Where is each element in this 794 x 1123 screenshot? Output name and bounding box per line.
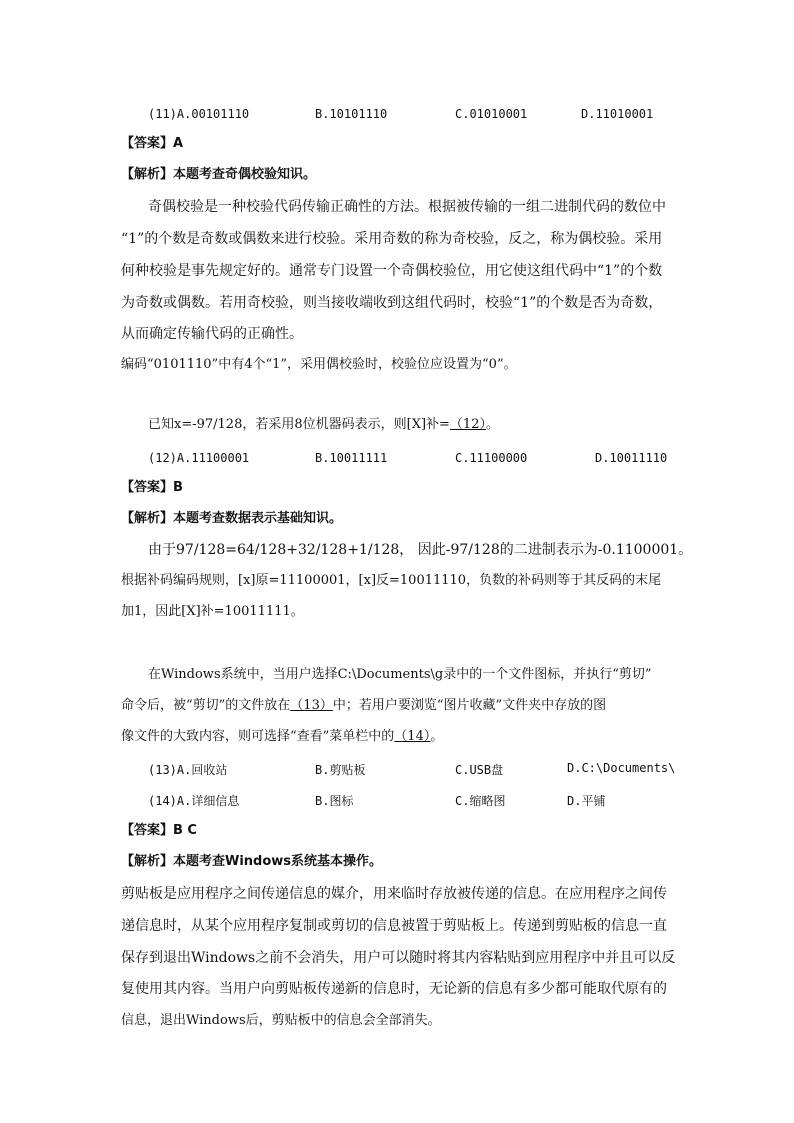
question-13-stem-line1: 在Windows系统中，当用户选择C:\Documents\g录中的一个文件图标，并执行“剪切” [148, 667, 652, 682]
option-b: B.图标 [315, 794, 354, 808]
option-d: D.平铺 [567, 794, 606, 808]
option-c: C.11100000 [455, 451, 528, 465]
stem-text: 中；若用户要浏览“图片收藏”文件夹中存放的图 [332, 698, 607, 713]
option-d: D.10011110 [595, 451, 668, 465]
analysis-line: 信息，退出Windows后，剪贴板中的信息会全部消失。 [121, 1013, 441, 1028]
stem-text: 像文件的大致内容，则可选择“查看”菜单栏中的 [121, 729, 395, 744]
stem-text: 已知x=-97/128，若采用8位机器码表示，则[X]补= [148, 417, 450, 432]
question-13-stem-line3 [121, 729, 443, 745]
analysis-line: 剪贴板是应用程序之间传递信息的媒介，用来临时存放被传递的信息。在应用程序之间传 [121, 886, 667, 902]
analysis-line: “1”的个数是奇数或偶数来进行校验。采用奇数的称为奇校验，反之，称为偶校验。采用 [121, 231, 663, 247]
option-b: B.10101110 [315, 107, 388, 121]
analysis-line: 加1，因此[X]补=10011111。 [121, 604, 304, 619]
analysis-line: 为奇数或偶数。若用奇校验，则当接收端收到这组代码时，校验“1”的个数是否为奇数， [121, 295, 663, 311]
option-c: C.USB盘 [455, 763, 504, 777]
analysis-line: 保存到退出Windows之前不会消失，用户可以随时将其内容粘贴到应用程序中并且可以反 [121, 950, 676, 966]
blank-12: （12） [449, 417, 486, 432]
analysis-line: 编码“0101110”中有4个“1”，采用偶校验时，校验位应设置为“0”。 [121, 357, 517, 372]
answer-12: 【答案】B [121, 480, 183, 495]
option-d: D.11010001 [581, 107, 654, 121]
answer-13-14: 【答案】B C [121, 823, 197, 838]
analysis-line: 由于97/128=64/128+32/128+1/128， 因此-97/128的二进制表示为-0.1100001。 [148, 542, 693, 558]
analysis-line: 递信息时，从某个应用程序复制或剪切的信息被置于剪贴板上。传递到剪贴板的信息一直 [121, 918, 667, 934]
option-c: C.01010001 [455, 107, 528, 121]
blank-14: （14） [394, 729, 431, 744]
answer-11: 【答案】A [121, 136, 184, 151]
option-a: (14)A.详细信息 [148, 794, 240, 808]
analysis-line: 复使用其内容。当用户向剪贴板传递新的信息时，无论新的信息有多少都可能取代原有的 [121, 981, 667, 997]
analysis-title-11: 【解析】本题考查奇偶校验知识。 [121, 167, 317, 182]
stem-text: 。 [430, 729, 444, 744]
analysis-title-13: 【解析】本题考查Windows系统基本操作。 [121, 854, 383, 869]
blank-13: （13） [290, 698, 333, 713]
question-12-stem [148, 417, 499, 433]
analysis-title-12: 【解析】本题考查数据表示基础知识。 [121, 511, 343, 526]
option-b: B.10011111 [315, 451, 388, 465]
stem-text: 命令后，被“剪切”的文件放在 [121, 698, 291, 713]
question-13-stem-line2 [121, 698, 606, 714]
option-d: D.C:\Documents\ [567, 761, 676, 775]
option-a: (12)A.11100001 [148, 451, 250, 465]
option-a: (11)A.00101110 [148, 107, 250, 121]
analysis-line: 根据补码编码规则，[x]原=11100001，[x]反=10011110，负数的补码则等于其反码的末尾 [121, 573, 662, 588]
analysis-line: 从而确定传输代码的正确性。 [121, 326, 303, 342]
option-c: C.缩略图 [455, 794, 506, 808]
analysis-line: 何种校验是事先规定好的。通常专门设置一个奇偶校验位，用它使这组代码中“1”的个数 [121, 263, 663, 279]
analysis-line: 奇偶校验是一种校验代码传输正确性的方法。根据被传输的一组二进制代码的数位中 [148, 199, 666, 215]
option-a: (13)A.回收站 [148, 763, 228, 777]
option-b: B.剪贴板 [315, 763, 366, 777]
stem-text: 。 [485, 417, 499, 432]
